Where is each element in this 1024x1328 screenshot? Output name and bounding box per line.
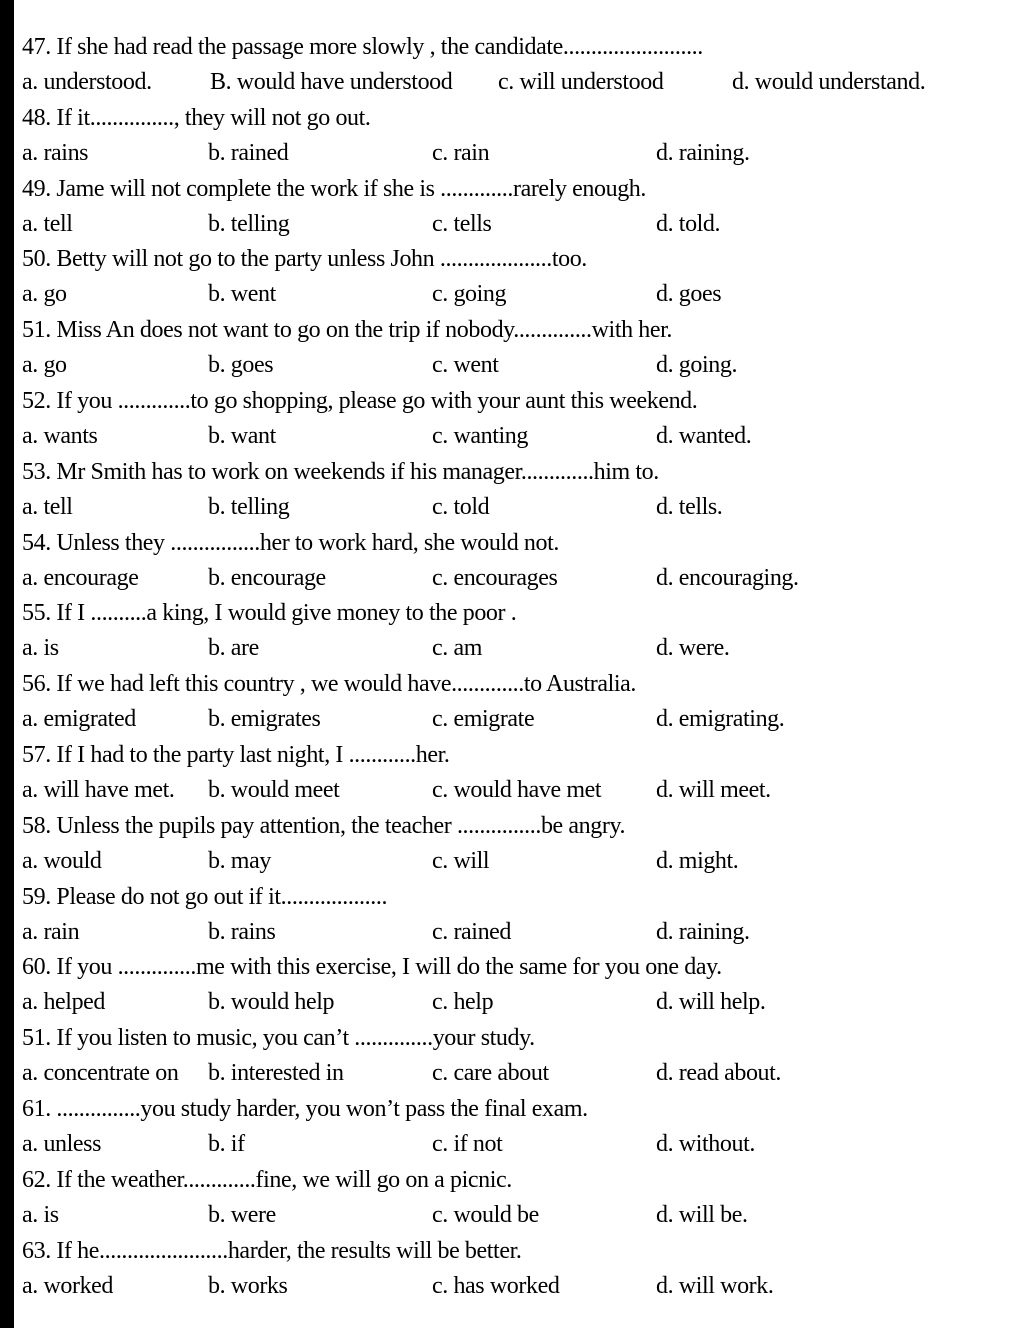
option-c: c. help bbox=[432, 989, 494, 1016]
question-item bbox=[22, 1021, 1012, 1092]
option-d: d. read about. bbox=[656, 1060, 782, 1087]
option-d: d. might. bbox=[656, 847, 739, 874]
answer-options bbox=[22, 1269, 1012, 1304]
option-c: c. encourages bbox=[432, 564, 558, 591]
option-a: a. tell bbox=[22, 493, 73, 520]
question-item bbox=[22, 880, 1012, 951]
answer-options bbox=[22, 844, 1012, 879]
option-d: d. encouraging. bbox=[656, 564, 799, 591]
answer-options bbox=[22, 419, 1012, 454]
option-c: c. if not bbox=[432, 1130, 503, 1157]
option-c: c. am bbox=[432, 635, 482, 662]
question-stem: 49. Jame will not complete the work if she is .............rarely enough. bbox=[22, 175, 646, 202]
answer-options bbox=[22, 65, 1012, 100]
option-a: a. helped bbox=[22, 989, 106, 1016]
option-b: b. rained bbox=[208, 139, 289, 166]
option-d: d. raining. bbox=[656, 918, 750, 945]
question-item bbox=[22, 313, 1012, 384]
question-stem: 50. Betty will not go to the party unless John ....................too. bbox=[22, 246, 587, 273]
answer-options bbox=[22, 1127, 1012, 1162]
answer-options bbox=[22, 1198, 1012, 1233]
option-d: d. going. bbox=[656, 352, 738, 379]
option-b: b. are bbox=[208, 635, 259, 662]
option-d: d. goes bbox=[656, 281, 722, 308]
question-item bbox=[22, 596, 1012, 667]
option-a: a. go bbox=[22, 281, 67, 308]
question-stem: 63. If he.......................harder, the results will be better. bbox=[22, 1237, 522, 1264]
question-item bbox=[22, 172, 1012, 243]
option-a: a. will have met. bbox=[22, 776, 175, 803]
question-item bbox=[22, 30, 1012, 101]
question-stem: 59. Please do not go out if it................... bbox=[22, 883, 388, 910]
question-stem: 54. Unless they ................her to work hard, she would not. bbox=[22, 529, 559, 556]
question-item bbox=[22, 101, 1012, 172]
question-stem: 55. If I ..........a king, I would give money to the poor . bbox=[22, 600, 517, 627]
option-d: d. wanted. bbox=[656, 422, 752, 449]
option-b: B. would have understood bbox=[210, 69, 453, 95]
option-b: b. works bbox=[208, 1272, 288, 1299]
question-stem: 51. If you listen to music, you can’t ..............your study. bbox=[22, 1025, 535, 1052]
option-c: c. has worked bbox=[432, 1272, 560, 1299]
option-d: d. will work. bbox=[656, 1272, 774, 1299]
option-d: d. will meet. bbox=[656, 776, 771, 803]
option-b: b. would meet bbox=[208, 776, 340, 803]
option-c: c. will understood bbox=[498, 69, 664, 95]
question-stem: 51. Miss An does not want to go on the trip if nobody..............with her. bbox=[22, 317, 673, 344]
option-a: a. would bbox=[22, 847, 102, 874]
answer-options bbox=[22, 915, 1012, 950]
question-item bbox=[22, 242, 1012, 313]
option-c: c. tells bbox=[432, 210, 492, 237]
answer-options bbox=[22, 490, 1012, 525]
option-d: d. tells. bbox=[656, 493, 723, 520]
option-d: d. would understand. bbox=[732, 69, 926, 95]
question-stem: 48. If it..............., they will not go out. bbox=[22, 104, 371, 131]
option-b: b. telling bbox=[208, 493, 290, 520]
question-stem: 60. If you ..............me with this exercise, I will do the same for you one day. bbox=[22, 954, 722, 981]
question-stem: 61. ...............you study harder, you won’t pass the final exam. bbox=[22, 1095, 588, 1122]
option-a: a. go bbox=[22, 352, 67, 379]
answer-options bbox=[22, 277, 1012, 312]
option-d: d. without. bbox=[656, 1130, 755, 1157]
question-item bbox=[22, 1163, 1012, 1234]
option-b: b. if bbox=[208, 1130, 245, 1157]
question-item bbox=[22, 455, 1012, 526]
question-item bbox=[22, 667, 1012, 738]
option-a: a. concentrate on bbox=[22, 1060, 179, 1087]
option-c: c. rain bbox=[432, 139, 490, 166]
left-border-line bbox=[0, 0, 14, 1328]
option-b: b. may bbox=[208, 847, 271, 874]
question-item bbox=[22, 738, 1012, 809]
option-b: b. encourage bbox=[208, 564, 326, 591]
option-b: b. interested in bbox=[208, 1060, 344, 1087]
option-d: d. were. bbox=[656, 635, 730, 662]
option-b: b. were bbox=[208, 1201, 276, 1228]
option-a: a. encourage bbox=[22, 564, 139, 591]
answer-options bbox=[22, 631, 1012, 666]
answer-options bbox=[22, 1056, 1012, 1091]
option-b: b. would help bbox=[208, 989, 335, 1016]
question-item bbox=[22, 384, 1012, 455]
option-d: d. told. bbox=[656, 210, 721, 237]
question-item bbox=[22, 1092, 1012, 1163]
option-b: b. rains bbox=[208, 918, 276, 945]
answer-options bbox=[22, 207, 1012, 242]
answer-options bbox=[22, 702, 1012, 737]
option-c: c. would have met bbox=[432, 776, 602, 803]
option-c: c. went bbox=[432, 352, 499, 379]
option-c: c. will bbox=[432, 847, 490, 874]
option-d: d. emigrating. bbox=[656, 706, 785, 733]
question-item bbox=[22, 809, 1012, 880]
option-a: a. rain bbox=[22, 918, 80, 945]
option-a: a. wants bbox=[22, 422, 98, 449]
exercise-sheet bbox=[22, 30, 1012, 1304]
answer-options bbox=[22, 348, 1012, 383]
question-item bbox=[22, 950, 1012, 1021]
option-b: b. emigrates bbox=[208, 706, 321, 733]
option-d: d. raining. bbox=[656, 139, 750, 166]
option-a: a. emigrated bbox=[22, 706, 136, 733]
option-a: a. understood. bbox=[22, 69, 152, 95]
option-a: a. unless bbox=[22, 1130, 102, 1157]
option-c: c. would be bbox=[432, 1201, 539, 1228]
answer-options bbox=[22, 136, 1012, 171]
question-stem: 58. Unless the pupils pay attention, the teacher ...............be angry. bbox=[22, 812, 626, 839]
option-d: d. will be. bbox=[656, 1201, 748, 1228]
answer-options bbox=[22, 773, 1012, 808]
option-a: a. worked bbox=[22, 1272, 114, 1299]
question-stem: 53. Mr Smith has to work on weekends if his manager.............him to. bbox=[22, 458, 659, 485]
question-stem: 62. If the weather.............fine, we will go on a picnic. bbox=[22, 1166, 512, 1193]
question-item bbox=[22, 526, 1012, 597]
option-c: c. care about bbox=[432, 1060, 549, 1087]
option-a: a. tell bbox=[22, 210, 73, 237]
option-c: c. going bbox=[432, 281, 507, 308]
option-b: b. want bbox=[208, 422, 276, 449]
question-item bbox=[22, 1234, 1012, 1305]
answer-options bbox=[22, 985, 1012, 1020]
option-c: c. rained bbox=[432, 918, 512, 945]
option-b: b. goes bbox=[208, 352, 274, 379]
option-b: b. went bbox=[208, 281, 276, 308]
option-b: b. telling bbox=[208, 210, 290, 237]
option-a: a. is bbox=[22, 1201, 59, 1228]
question-stem: 56. If we had left this country , we would have.............to Australia. bbox=[22, 671, 636, 698]
option-d: d. will help. bbox=[656, 989, 766, 1016]
option-c: c. emigrate bbox=[432, 706, 535, 733]
question-stem: 52. If you .............to go shopping, please go with your aunt this weekend. bbox=[22, 387, 698, 414]
question-stem: 57. If I had to the party last night, I ............her. bbox=[22, 741, 450, 768]
option-c: c. wanting bbox=[432, 422, 528, 449]
question-stem: 47. If she had read the passage more slowly , the candidate......................... bbox=[22, 34, 703, 60]
option-a: a. rains bbox=[22, 139, 89, 166]
option-a: a. is bbox=[22, 635, 59, 662]
answer-options bbox=[22, 561, 1012, 596]
option-c: c. told bbox=[432, 493, 490, 520]
